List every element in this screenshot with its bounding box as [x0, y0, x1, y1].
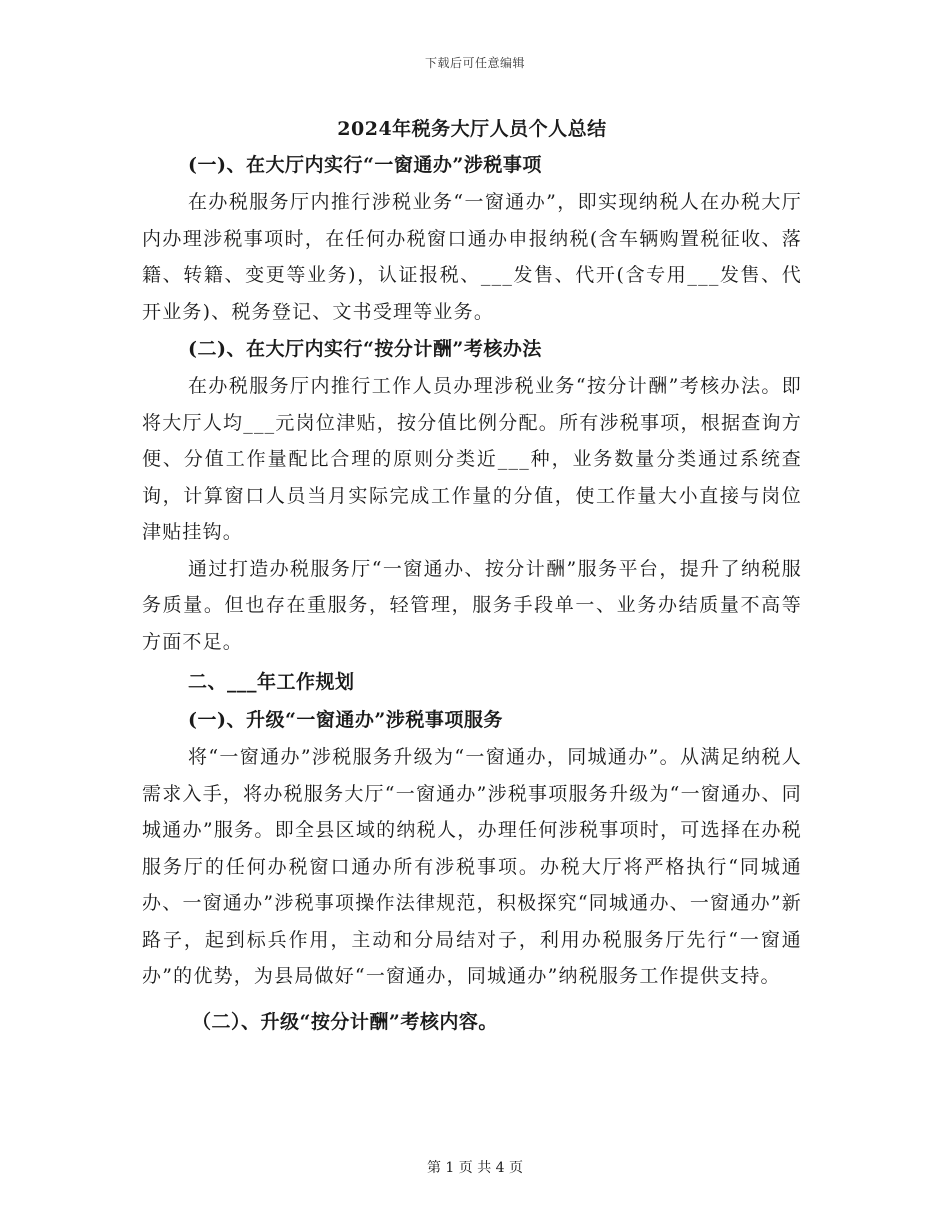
section-heading: （二）、升级“按分计酬”考核内容。 [192, 1010, 498, 1033]
paragraph: 在办税服务厅内推行涉税业务“一窗通办”，即实现纳税人在办税大厅内办理涉税事项时，在任何办税窗口通办申报纳税(含车辆购置税征收、落籍、转籍、变更等业务)，认证报税、___发售、代开(含专用___发售、代开业务)、税务登记、文书受理等业务。 [142, 191, 802, 323]
paragraph: 通过打造办税服务厅“一窗通办、按分计酬”服务平台，提升了纳税服务质量。但也存在重服务，轻管理，服务手段单一、业务办结质量不高等方面不足。 [142, 557, 802, 653]
section-heading: (一)、升级“一窗通办”涉税事项服务 [188, 709, 503, 731]
paragraph: 在办税服务厅内推行工作人员办理涉税业务“按分计酬”考核办法。即将大厅人均___元岗位津贴，按分值比例分配。所有涉税事项，根据查询方便、分值工作量配比合理的原则分类近___种，业务数量分类通过系统查询，计算窗口人员当月实际完成工作量的分值，使工作量大小直接与岗位津贴挂钩。 [142, 375, 802, 543]
section-heading: 二、___年工作规划 [188, 671, 355, 693]
paragraph: 将“一窗通办”涉税服务升级为“一窗通办，同城通办”。从满足纳税人需求入手，将办税服务大厅“一窗通办”涉税事项服务升级为“一窗通办、同城通办”服务。即全县区域的纳税人，办理任何涉税事项时，可选择在办税服务厅的任何办税窗口通办所有涉税事项。办税大厅将严格执行“同城通办、一窗通办”涉税事项操作法律规范，积极探究“同城通办、一窗通办”新路子，起到标兵作用，主动和分局结对子，利用办税服务厅先行“一窗通办”的优势，为县局做好“一窗通办，同城通办”纳税服务工作提供支持。 [142, 746, 802, 987]
document-title: 2024年税务大厅人员个人总结 [337, 118, 607, 140]
document-body [142, 112, 802, 1041]
page-footer: 第 1 页 共 4 页 [426, 1160, 524, 1176]
section-heading: (一)、在大厅内实行“一窗通办”涉税事项 [188, 154, 542, 176]
header-note: 下载后可任意编辑 [424, 56, 525, 70]
section-heading: (二)、在大厅内实行“按分计酬”考核办法 [188, 338, 542, 360]
